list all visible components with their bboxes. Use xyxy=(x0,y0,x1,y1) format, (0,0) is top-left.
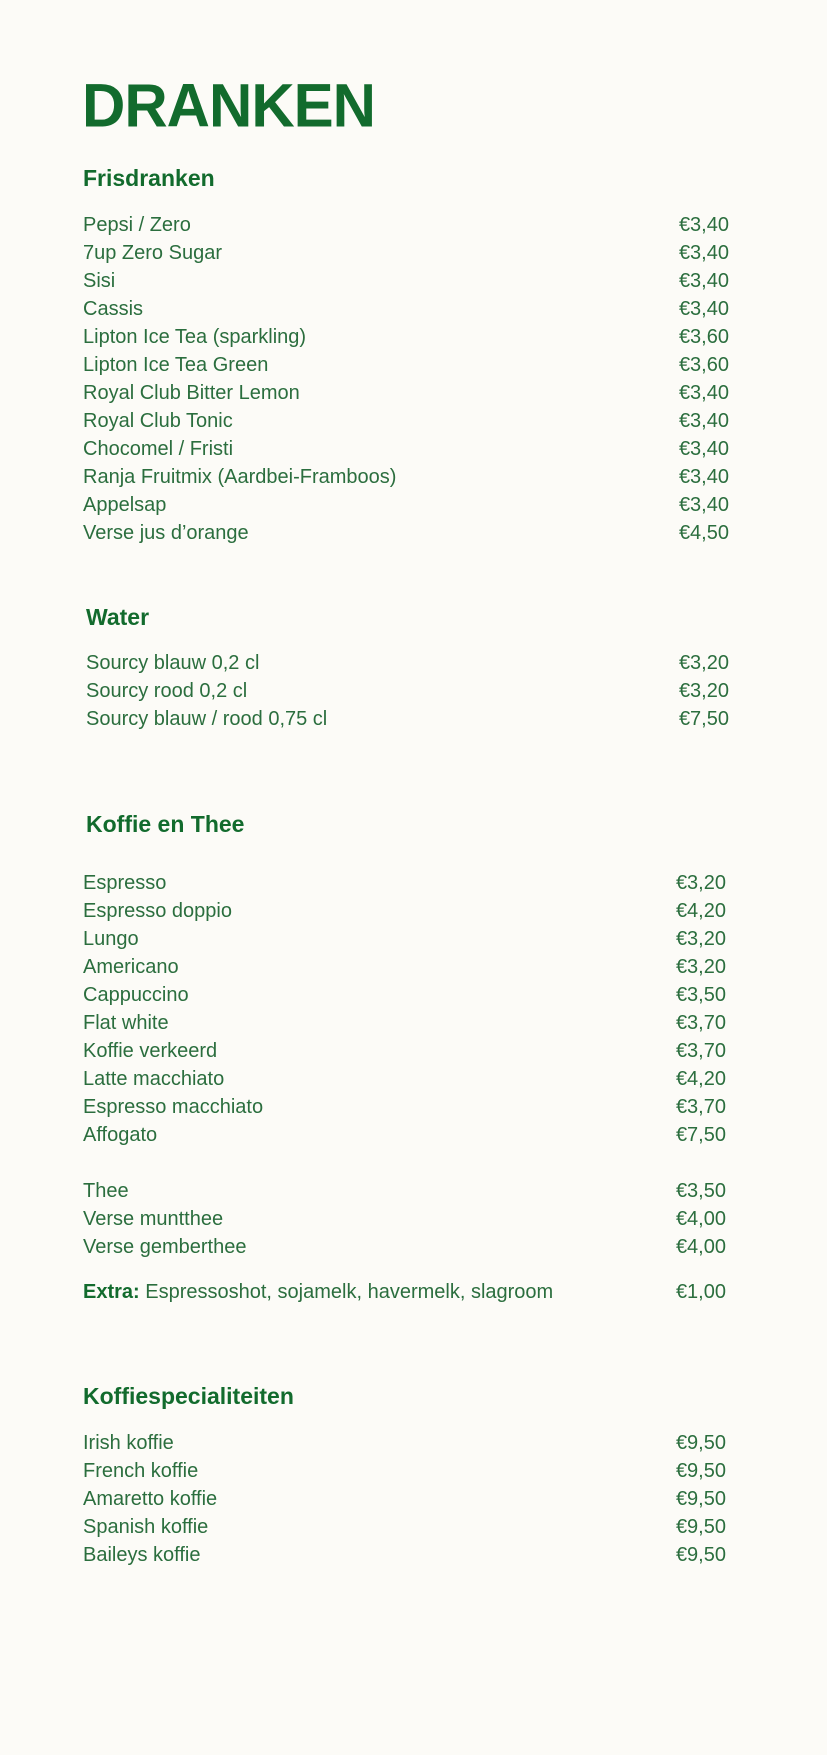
item-name: Thee xyxy=(83,1180,129,1202)
item-name: Latte macchiato xyxy=(83,1068,225,1090)
item-name: Espresso doppio xyxy=(83,900,232,922)
item-name: Verse gemberthee xyxy=(83,1236,247,1258)
item-name: Affogato xyxy=(83,1124,158,1146)
item-price: €4,00 xyxy=(675,1208,726,1230)
section-heading-koffie-en-thee: Koffie en Thee xyxy=(86,811,245,837)
section-heading-frisdranken: Frisdranken xyxy=(83,165,215,191)
item-name: Sourcy blauw / rood 0,75 cl xyxy=(86,708,328,730)
item-price: €7,50 xyxy=(678,708,729,730)
menu-item xyxy=(83,1009,726,1037)
menu-item xyxy=(83,1121,726,1149)
menu-item xyxy=(83,239,729,267)
item-name: Pepsi / Zero xyxy=(83,214,191,236)
thee-list xyxy=(83,1177,726,1261)
item-price: €3,20 xyxy=(678,652,729,674)
water-list xyxy=(86,649,729,733)
extra-label: Extra: xyxy=(83,1281,140,1303)
extra-description xyxy=(83,1278,553,1306)
item-price: €3,20 xyxy=(675,956,726,978)
item-price: €3,60 xyxy=(678,354,729,376)
item-price: €3,40 xyxy=(678,466,729,488)
item-name: Verse muntthee xyxy=(83,1208,224,1230)
item-price: €9,50 xyxy=(675,1432,726,1454)
item-name: Americano xyxy=(83,956,179,978)
item-price: €3,70 xyxy=(675,1096,726,1118)
menu-item xyxy=(83,323,729,351)
item-price: €3,40 xyxy=(678,438,729,460)
menu-item xyxy=(83,1205,726,1233)
menu-item xyxy=(83,1457,726,1485)
item-name: Verse jus d’orange xyxy=(83,522,249,544)
item-price: €3,70 xyxy=(675,1012,726,1034)
menu-item xyxy=(83,351,729,379)
item-name: Lipton Ice Tea Green xyxy=(83,354,269,376)
section-heading-koffiespecialiteiten: Koffiespecialiteiten xyxy=(83,1383,294,1409)
item-price: €3,70 xyxy=(675,1040,726,1062)
menu-item xyxy=(83,981,726,1009)
item-price: €3,40 xyxy=(678,214,729,236)
item-price: €3,20 xyxy=(675,872,726,894)
koffie-list xyxy=(83,869,726,1149)
item-name: Amaretto koffie xyxy=(83,1488,218,1510)
item-price: €3,40 xyxy=(678,242,729,264)
menu-item xyxy=(83,1541,726,1569)
item-price: €9,50 xyxy=(675,1460,726,1482)
menu-item xyxy=(83,1429,726,1457)
item-price: €4,00 xyxy=(675,1236,726,1258)
menu-item xyxy=(83,1177,726,1205)
menu-item xyxy=(83,1513,726,1541)
menu-item xyxy=(83,379,729,407)
menu-item xyxy=(83,211,729,239)
item-price: €4,20 xyxy=(675,1068,726,1090)
item-name: Espresso macchiato xyxy=(83,1096,264,1118)
item-price: €3,40 xyxy=(678,494,729,516)
item-price: €4,20 xyxy=(675,900,726,922)
item-price: €4,50 xyxy=(678,522,729,544)
item-price: €3,60 xyxy=(678,326,729,348)
menu-item xyxy=(83,1065,726,1093)
menu-item xyxy=(83,869,726,897)
item-name: Appelsap xyxy=(83,494,167,516)
extra-note xyxy=(83,1278,726,1306)
item-name: Chocomel / Fristi xyxy=(83,438,234,460)
menu-item xyxy=(83,925,726,953)
menu-item xyxy=(86,649,729,677)
menu-item xyxy=(83,491,729,519)
menu-item xyxy=(83,519,729,547)
item-name: French koffie xyxy=(83,1460,199,1482)
menu-item xyxy=(86,677,729,705)
extra-text: Espressoshot, sojamelk, havermelk, slagroom xyxy=(139,1281,554,1303)
menu-item xyxy=(83,897,726,925)
menu-item xyxy=(83,435,729,463)
frisdranken-list xyxy=(83,211,729,547)
menu-item xyxy=(83,1485,726,1513)
item-name: Royal Club Bitter Lemon xyxy=(83,382,300,404)
item-name: Baileys koffie xyxy=(83,1544,201,1566)
menu-item xyxy=(83,953,726,981)
item-name: Flat white xyxy=(83,1012,169,1034)
item-name: Espresso xyxy=(83,872,167,894)
item-price: €9,50 xyxy=(675,1516,726,1538)
menu-item xyxy=(86,705,729,733)
extra-price: €1,00 xyxy=(675,1281,726,1303)
item-name: Cassis xyxy=(83,298,144,320)
item-price: €7,50 xyxy=(675,1124,726,1146)
menu-item xyxy=(83,463,729,491)
page-title: DRANKEN xyxy=(82,71,375,140)
item-name: Sisi xyxy=(83,270,116,292)
item-name: Koffie verkeerd xyxy=(83,1040,218,1062)
menu-item xyxy=(83,295,729,323)
menu-item xyxy=(83,267,729,295)
item-name: Sourcy rood 0,2 cl xyxy=(86,680,248,702)
item-price: €3,20 xyxy=(678,680,729,702)
item-name: 7up Zero Sugar xyxy=(83,242,222,264)
item-name: Royal Club Tonic xyxy=(83,410,233,432)
item-price: €3,50 xyxy=(675,984,726,1006)
item-price: €9,50 xyxy=(675,1544,726,1566)
menu-item xyxy=(83,1093,726,1121)
item-name: Cappuccino xyxy=(83,984,189,1006)
item-name: Irish koffie xyxy=(83,1432,174,1454)
item-name: Spanish koffie xyxy=(83,1516,209,1538)
menu-item xyxy=(83,1233,726,1261)
menu-item xyxy=(83,1037,726,1065)
section-heading-water: Water xyxy=(86,604,150,630)
item-price: €3,40 xyxy=(678,410,729,432)
item-price: €3,40 xyxy=(678,270,729,292)
item-price: €3,40 xyxy=(678,382,729,404)
item-price: €3,40 xyxy=(678,298,729,320)
item-name: Sourcy blauw 0,2 cl xyxy=(86,652,260,674)
menu-item xyxy=(83,407,729,435)
item-price: €3,50 xyxy=(675,1180,726,1202)
koffiespecialiteiten-list xyxy=(83,1429,726,1569)
item-price: €9,50 xyxy=(675,1488,726,1510)
item-price: €3,20 xyxy=(675,928,726,950)
item-name: Lipton Ice Tea (sparkling) xyxy=(83,326,307,348)
item-name: Ranja Fruitmix (Aardbei-Framboos) xyxy=(83,466,397,488)
item-name: Lungo xyxy=(83,928,139,950)
